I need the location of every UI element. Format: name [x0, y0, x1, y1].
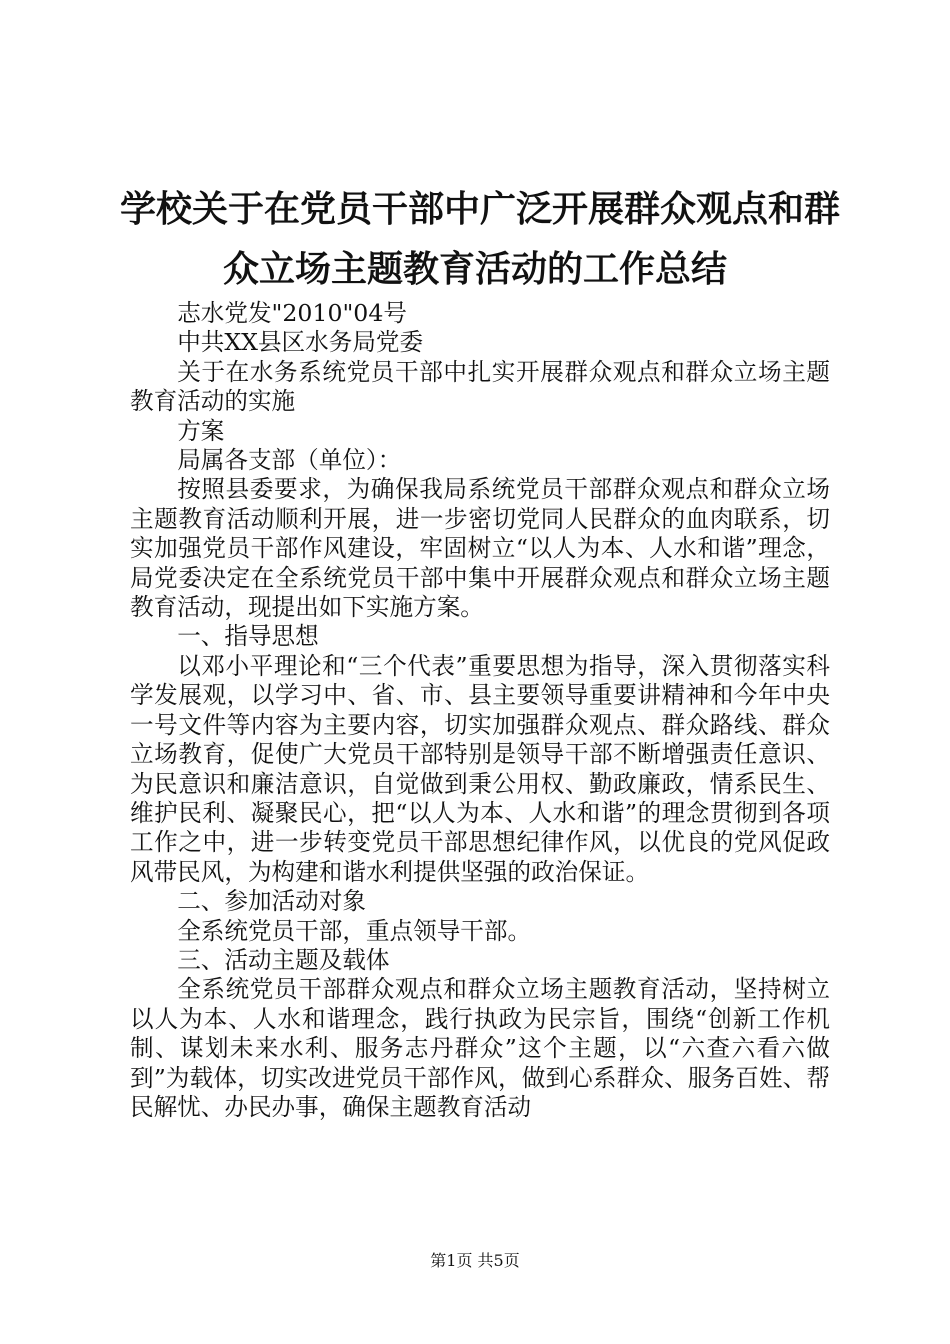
paragraph-guiding-thought: 以邓小平理论和“三个代表”重要思想为指导，深入贯彻落实科学发展观，以学习中、省、市、县主要领导重要讲精神和今年中央一号文件等内容为主要内容，切实加强群众观点、群众路线、群众立场教育，促使广大党员干部特别是领导干部不断增强责任意识、为民意识和廉洁意识，自觉做到秉公用权、勤政廉政，情系民生、维护民利、凝聚民心，把“以人为本、人水和谐”的理念贯彻到各项工作之中，进一步转变党员干部思想纪律作风，以优良的党风促政风带民风，为构建和谐水利提供坚强的政治保证。	[130, 651, 830, 886]
subject-line-end: 方案	[177, 416, 225, 445]
section-heading-1: 一、指导思想	[177, 622, 319, 651]
document-number: 志水党发"2010"04号	[177, 299, 407, 327]
document-body	[130, 299, 830, 1122]
paragraph-theme: 全系统党员干部群众观点和群众立场主题教育活动，坚持树立以人为本、人水和谐理念，践行执政为民宗旨，围绕“创新工作机制、谋划未来水利、服务志丹群众”这个主题，以“六查六看六做到”为载体，切实改进党员干部作风，做到心系群众、服务百姓、帮民解忧、办民办事，确保主题教育活动	[130, 975, 830, 1121]
document-title-line-2: 众立场主题教育活动的工作总结	[222, 249, 727, 290]
paragraph-participants: 全系统党员干部，重点领导干部。	[177, 916, 532, 945]
section-heading-3: 三、活动主题及载体	[177, 945, 390, 974]
document-title-line-1: 学校关于在党员干部中广泛开展群众观点和群	[120, 189, 841, 230]
section-heading-2: 二、参加活动对象	[177, 887, 366, 916]
subject-line: 关于在水务系统党员干部中扎实开展群众观点和群众立场主题教育活动的实施	[130, 357, 830, 416]
issuer: 中共XX县区水务局党委	[177, 328, 424, 357]
paragraph-intro: 按照县委要求，为确保我局系统党员干部群众观点和群众立场主题教育活动顺利开展，进一步密切党同人民群众的血肉联系，切实加强党员干部作风建设，牢固树立“以人为本、人水和谐”理念，局党委决定在全系统党员干部中集中开展群众观点和群众立场主题教育活动，现提出如下实施方案。	[130, 475, 830, 622]
page-number-footer: 第1页 共5页	[430, 1251, 520, 1270]
addressee: 局属各支部（单位）：	[177, 446, 402, 475]
